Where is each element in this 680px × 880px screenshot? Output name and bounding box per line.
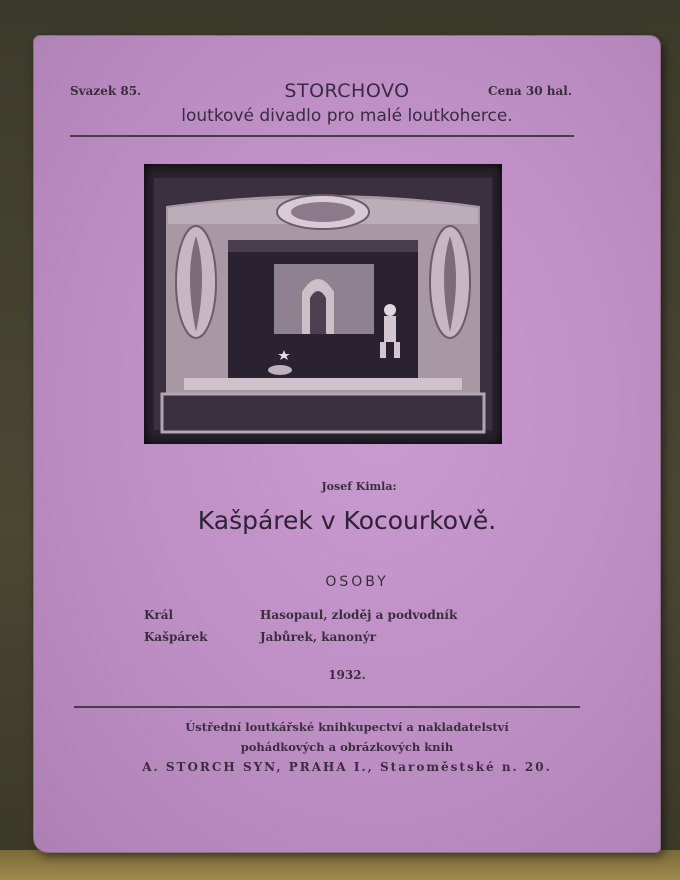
price-label: Cena 30 hal. xyxy=(488,84,572,98)
series-subtitle: loutkové divadlo pro malé loutkoherce. xyxy=(181,106,513,126)
series-title: STORCHOVO xyxy=(284,80,410,102)
play-title: Kašpárek v Kocourkově. xyxy=(197,506,497,535)
footer-rule xyxy=(74,706,580,708)
booklet-cover xyxy=(34,36,660,852)
publisher-line-1: Ústřední loutkářské knihkupectví a nakladatelství xyxy=(185,720,509,734)
publisher-line-3: A. STORCH SYN, PRAHA I., Staroměstské n. 20. xyxy=(142,760,552,774)
publication-year: 1932. xyxy=(328,668,366,682)
volume-number: Svazek 85. xyxy=(70,84,142,98)
character-hasopaul: Hasopaul, zloděj a podvodník xyxy=(260,608,458,622)
author-byline: Josef Kimla: xyxy=(321,480,397,493)
character-kasparek: Kašpárek xyxy=(144,630,208,644)
puppet-theatre-photo xyxy=(144,164,502,444)
character-king: Král xyxy=(144,608,174,622)
table-surface xyxy=(0,850,680,880)
publisher-line-2: pohádkových a obrázkových knih xyxy=(240,740,454,754)
character-jaburek: Jabůrek, kanonýr xyxy=(260,630,377,644)
header-rule xyxy=(70,135,574,137)
theatre-illustration xyxy=(144,164,502,444)
persons-heading: OSOBY xyxy=(325,574,389,590)
